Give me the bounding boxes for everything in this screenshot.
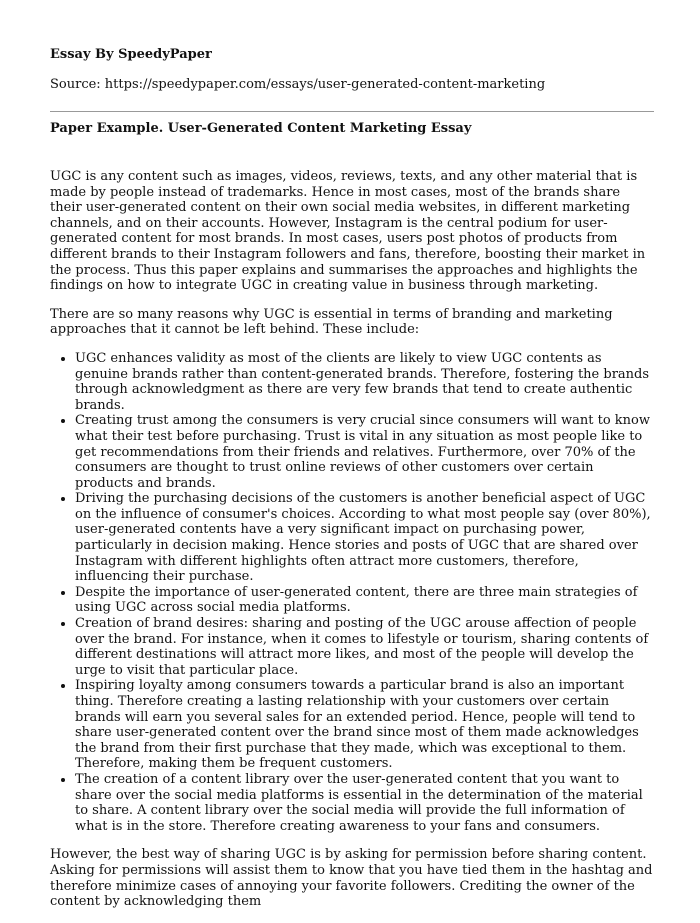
essay-body [50,169,654,923]
paragraph: However, the best way of sharing UGC is by asking for permission before sharing content. Asking for permissions will assist them to know that you have tied them in the hashtag and therefore minimize cases of annoying your favorite followers. Crediting the owner of the content by acknowledging them [50,847,653,910]
essay-author-line: Essay By SpeedyPaper [50,47,212,62]
paragraph: UGC is any content such as images, videos, reviews, texts, and any other material that is made by people instead of trademarks. Hence in most cases, most of the brands share their user-generated content on their own social media websites, in different marketing channels, and on their accounts. However, Instagram is the central podium for user-generated content for most brands. In most cases, users post photos of products from different brands to their Instagram followers and fans, therefore, boosting their market in the process. Thus this paper explains and summarises the approaches and highlights the findings on how to integrate UGC in creating value in business through marketing. [50,169,646,294]
source-line: Source: https://speedypaper.com/essays/user-generated-content-marketing [50,77,546,92]
paper-title: Paper Example. User-Generated Content Marketing Essay [50,121,472,136]
header-divider [50,111,654,112]
paragraph: There are so many reasons why UGC is essential in terms of branding and marketing approaches that it cannot be left behind. These include: [50,306,613,338]
list-item: • Despite the importance of user-generated content, there are three main strategies of using UGC across social media platforms. [75,585,654,616]
list-item: • Creating trust among the consumers is very crucial since consumers will want to know what their test before purchasing. Trust is vital in any situation as most people like to get recommendations from their friends and relatives. Furthermore, over 70% of the consumers are thought to trust online reviews of other customers over certain products and brands. [75,413,654,491]
list-item: • Inspiring loyalty among consumers towards a particular brand is also an important thing. Therefore creating a lasting relationship with your customers over certain brands will earn you several sales for an extended period. Hence, people will tend to share user-generated content over the brand since most of them made acknowledges the brand from their first purchase that they made, which was exceptional to them. Therefore, making them be frequent customers. [75,678,654,772]
list-item: • Creation of brand desires: sharing and posting of the UGC arouse affection of people over the brand. For instance, when it comes to lifestyle or tourism, sharing contents of different destinations will attract more likes, and most of the people will develop the urge to visit that particular place. [75,616,654,678]
list-item: • UGC enhances validity as most of the clients are likely to view UGC contents as genuine brands rather than content-generated brands. Therefore, fostering the brands through acknowledgment as there are very few brands that tend to create authentic brands. [75,351,654,413]
bullet-list [50,351,654,834]
list-item: • The creation of a content library over the user-generated content that you want to share over the social media platforms is essential in the determination of the material to share. A content library over the social media will provide the full information of what is in the store. Therefore creating awareness to your fans and consumers. [75,772,654,834]
list-item: • Driving the purchasing decisions of the customers is another beneficial aspect of UGC on the influence of consumer's choices. According to what most people say (over 80%), user-generated contents have a very significant impact on purchasing power, particularly in decision making. Hence stories and posts of UGC that are shared over Instagram with different highlights often attract more customers, therefore, influencing their purchase. [75,491,654,585]
